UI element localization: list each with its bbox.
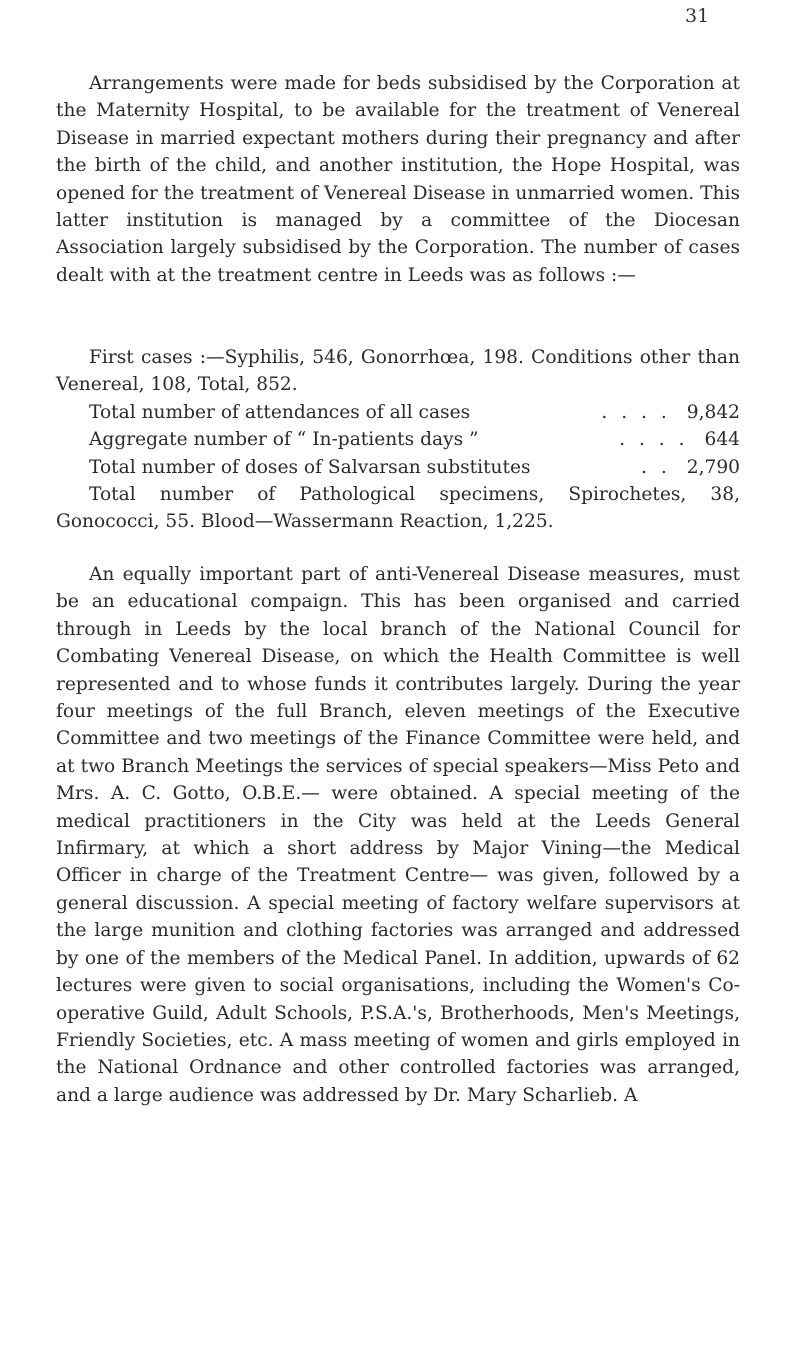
stat-row-salvarsan (89, 454, 740, 481)
stat-row-inpatient-days (89, 426, 740, 453)
stat-label: Total number of attendances of all cases (89, 402, 471, 423)
stat-row-attendances (89, 399, 740, 426)
leader-dots: . . . . (619, 429, 689, 450)
paragraph-arrangements: Arrangements were made for beds subsidised by the Corporation at the Maternity Hospital, to be available for the treatment of Venereal Disease in married expectant mothers during their pregnancy and after the birth of the child, and another institution, the Hope Hospital, was opened for the treatment of Venereal Disease in unmarried women. This latter institution is managed by a committee of the Diocesan Association largely subsidised by the Corporation. The number of cases dealt with at the treatment centre in Leeds was as follows :— (56, 73, 740, 286)
stat-value: 644 (704, 429, 740, 450)
stat-label: Aggregate number of “ In-patients days ” (89, 429, 479, 450)
paragraph-educational-campaign: An equally important part of anti-Venereal Disease measures, must be an educational compaign. This has been organised and carried through in Leeds by the local branch of the National Council for Combating Venereal Disease, on which the Health Committee is well represented and to whose funds it contributes largely. During the year four meetings of the full Branch, eleven meetings of the Executive Committee and two meetings of the Finance Committee were held, and at two Branch Meetings the services of special speakers—Miss Peto and Mrs. A. C. Gotto, O.B.E.— were obtained. A special meeting of the medical practitioners in the City was held at the Leeds General Infirmary, at which a short address by Major Vining—the Medical Officer in charge of the Treatment Centre— was given, followed by a general discussion. A special meeting of factory welfare supervisors at the large munition and clothing factories was arranged and addressed by one of the members of the Medical Panel. In addition, upwards of 62 lectures were given to social organisations, including the Women's Co-operative Guild, Adult Schools, P.S.A.'s, Brotherhoods, Men's Meetings, Friendly Societies, etc. A mass meeting of women and girls employed in the National Ordnance and other controlled factories was arranged, and a large audience was addressed by Dr. Mary Scharlieb. A (56, 564, 740, 1106)
stat-value: 2,790 (686, 457, 740, 478)
leader-dots: . . . . (601, 402, 671, 423)
paragraph-first-cases: First cases :—Syphilis, 546, Gonorrhœa, 198. Conditions other than Venereal, 108, Total, 852. (56, 347, 740, 396)
paragraph-pathological: Total number of Pathological specimens, Spirochetes, 38, Gonococci, 55. Blood—Wassermann Reaction, 1,225. (56, 484, 740, 533)
page-number: 31 (685, 5, 710, 27)
stat-label: Total number of doses of Salvarsan substitutes (89, 457, 531, 478)
stat-value: 9,842 (686, 402, 740, 423)
leader-dots: . . (641, 457, 671, 478)
